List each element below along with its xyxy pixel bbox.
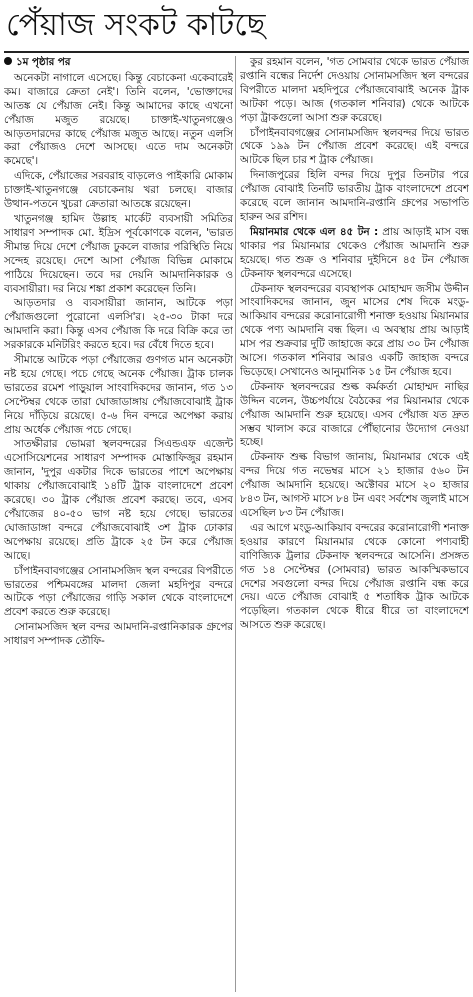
left-column (4, 56, 233, 992)
paragraph: আড়তদার ও ব্যবসায়ীরা জানান, আটকে পড়া পেঁয়াজগুলো পুরোনো এলসি'র। ২৫-৩০ টাকা দরে আমদানি করা। কিন্তু এসব পেঁয়াজ কি দরে বিক্রি করে তা সরকারকে মনিটরিং করতে হবে। দর বেঁধে দিতে হবে। (4, 297, 233, 352)
paragraph: কুর রহমান বলেন, 'গত সোমবার থেকে ভারত পেঁয়াজ রপ্তানি বন্ধের নির্দেশ দেওয়ায় সোনামসজিদ স্থল বন্দরের বিপরীতে মালদা মহদিপুরে পেঁয়াজবোঝাই অনেক ট্রাক আটকা পড়ে। আজ (গতকাল শনিবার) থেকে আটকে পড়া ট্রাকগুলো আসা শুরু করেছে। (240, 56, 469, 124)
paragraph: খাতুনগঞ্জ হামিদ উল্লাহ মার্কেট ব্যবসায়ী সমিতির সাধারণ সম্পাদক মো. ইদ্রিস পূর্বকোণকে বলেন, 'ভারত সীমান্ত দিয়ে দেশে পেঁয়াজ ঢুকলে বাজার পরিস্থিতি নিয়ে সন্দেহ রয়েছে। দেশে আসা পেঁয়াজ বিভিন্ন মোকামে পাঠিয়ে দিয়েছেন। তবে দর দেয়নি আমদানিকারক ও ব্যবসায়ীরা। দর নিয়ে শঙ্কা প্রকাশ করেছেন তিনি। (4, 212, 233, 295)
jump-label: ১ম পৃষ্ঠার পর (16, 56, 71, 68)
subhead-body: প্রায় আড়াই মাস বন্ধ থাকার পর মিয়ানমার থেকেও পেঁয়াজ আমদানি শুরু হয়েছে। গত শুক্র ও শনিবার দুইদিনে ৪৫ টন পেঁয়াজ টেকনাফ স্থলবন্দরে এসেছে। (240, 225, 469, 280)
paragraph: টেকনাফ শুল্ক বিভাগ জানায়, মিয়ানমার থেকে এই বন্দর দিয়ে গত নভেম্বর মাসে ২১ হাজার ৫৬০ টন পেঁয়াজ আমদানি হয়েছে। অক্টোবর মাসে ২০ হাজার ৮৪৩ টন, আগস্ট মাসে ৮৪ টন এবং সর্বশেষ জুলাই মাসে এসেছিল ৮৩ টন পেঁয়াজ। (240, 451, 469, 519)
subhead: মিয়ানমার থেকে এল ৪৫ টন : (250, 225, 379, 238)
headline-rule (4, 51, 469, 53)
paragraph: টেকনাফ স্থলবন্দরের ব্যবস্থাপক মোহাম্মদ জসীম উদ্দীন সাংবাদিকদের জানান, জুন মাসের শেষ দিকে মংডু-আকিয়াব বন্দরের করোনারোগী শনাক্ত হওয়ায় মিয়ানমার থেকে পণ্য আমদানি বন্ধ ছিল। এ অবস্থায় প্রায় আড়াই মাস পর শুক্রবার দুটি জাহাজে করে প্রায় ৩০ টন পেঁয়াজ আসে। গতকাল শনিবার আরও একটি জাহাজ বন্দরে ভিড়েছে। সেখানেও আনুমানিক ১৫ টন পেঁয়াজ হবে। (240, 282, 469, 378)
headline: পেঁয়াজ সংকট কাটছে (6, 7, 266, 43)
column-divider (235, 56, 236, 992)
paragraph: সাতক্ষীরার ভোমরা স্থলবন্দরের সিএন্ডএফ এজেন্ট এসোসিয়েশনের সাধারণ সম্পাদক মোস্তাফিজুর রহমান জানান, 'দুপুর একটার দিকে ভারতের পাশে অপেক্ষায় থাকায় পেঁয়াজবোঝাই ১৪টি ট্রাক বাংলাদেশে প্রবেশ করেছে। ৩০ ট্রাক পেঁয়াজ প্রবেশ করছে। তবে, এসব পেঁয়াজের ৪০-৫০ ভাগ নষ্ট হয়ে গেছে। ভারতের ঘোজাডাঙ্গা বন্দরে পেঁয়াজবোঝাই ৩শ ট্রাক ঢোকার অপেক্ষায় রয়েছে। প্রতি ট্রাকে ২৫ টন করে পেঁয়াজ আছে। (4, 438, 233, 562)
paragraph: চাঁপাইনবাবগঞ্জের সোনামসজিদ স্থল বন্দরের বিপরীতে ভারতের পশ্চিমবঙ্গের মালদা জেলা মহদিপুর বন্দরে আটকে পড়া পেঁয়াজের গাড়ি সকাল থেকে বাংলাদেশে প্রবেশ করতে শুরু করেছে। (4, 564, 233, 619)
bullet-icon (4, 57, 12, 65)
paragraph: সীমান্তে আটকে পড়া পেঁয়াজের গুণগত মান অনেকটা নষ্ট হয়ে গেছে। পচে গেছে অনেক পেঁয়াজ। ট্রাক চালক ভারতের রমেশ পাড়ুয়াল সাংবাদিকদের জানান, গত ১৩ সেপ্টেম্বর থেকে তারা ঘোজাডাঙ্গায় পেঁয়াজবোঝাই ট্রাক নিয়ে দাঁড়িয়ে রয়েছে। ৫-৬ দিন বন্দরে অপেক্ষা করায় প্রায় অর্ধেক পেঁয়াজ পচে গেছে। (4, 354, 233, 436)
paragraph: এর আগে মংডু-আকিয়াব বন্দরের করোনারোগী শনাক্ত হওয়ার কারণে মিয়ানমার থেকে কোনো পণ্যবাহী বাণিজ্যিক ট্রলার টেকনাফ স্থলবন্দরে আসেনি। প্রসঙ্গত গত ১৪ সেপ্টেম্বর (সোমবার) ভারত আকস্মিকভাবে দেশের সবগুলো বন্দর দিয়ে পেঁয়াজ রপ্তানি বন্ধ করে দেয়। এতে পেঁয়াজ বোঝাই ৫ শতাধিক ট্রাক আটকে পড়েছিল। গতকাল থেকে ধীরে ধীরে তা বাংলাদেশে আসতে শুরু করেছে। (240, 521, 469, 632)
paragraph-with-subhead (240, 226, 469, 282)
paragraph: চাঁপাইনবাবগঞ্জের সোনামসজিদ স্থলবন্দর দিয়ে ভারত থেকে ১৯৯ টন পেঁয়াজ প্রবেশ করেছে। এই বন্দরে আটকে ছিল চার শ ট্রাক পেঁয়াজ। (240, 126, 469, 167)
continued-from-line (4, 56, 233, 70)
paragraph: দিনাজপুরের হিলি বন্দর দিয়ে দুপুর তিনটার পরে পেঁয়াজ বোঝাই তিনটি ভারতীয় ট্রাক বাংলাদেশে প্রবেশ করেছে বলে জানান আমদানি-রপ্তানি গ্রুপের সভাপতি হারুন অর রশিদ। (240, 169, 469, 223)
paragraph: অনেকটা নাগালে এসেছে। কিন্তু বেচাকেনা একেবারেই কম। বাজারে ক্রেতা নেই'। তিনি বলেন, 'ভোক্তাদের আতঙ্ক যে পেঁয়াজ নেই। কিন্তু আমাদের কাছে এখনো পেঁয়াজ মজুত রয়েছে। চাক্তাই-খাতুনগঞ্জেও আড়তদারদের কাছে পেঁয়াজ মজুত আছে। নতুন এলসি করা পেঁয়াজও দেশে আসছে। এতে দাম অনেকটা কমেছে'। (4, 71, 233, 168)
paragraph: সোনামসজিদ স্থল বন্দর আমদানি-রপ্তানিকারক গ্রুপের সাধারণ সম্পাদক তৌফি- (4, 621, 233, 648)
paragraph: টেকনাফ স্থলবন্দরের শুল্ক কর্মকর্তা মোহাম্মদ নাছির উদ্দিন বলেন, উচ্চপর্যায়ে বৈঠকের পর মিয়ানমার থেকে পেঁয়াজ আমদানি শুরু হয়েছে। এসব পেঁয়াজ যত দ্রুত সম্ভব খালাস করে বাজারে পৌঁছানোর উদ্যোগ নেওয়া হচ্ছে। (240, 380, 469, 449)
right-column (240, 56, 469, 992)
paragraph: এদিকে, পেঁয়াজের সরবরাহ বাড়লেও পাইকারি মোকাম চাক্তাই-খাতুনগঞ্জে বেচাকেনায় খরা চলছে। বাজার উত্থান-পতনে খুচরা ক্রেতারা আতঙ্কে রয়েছেন। (4, 170, 233, 211)
